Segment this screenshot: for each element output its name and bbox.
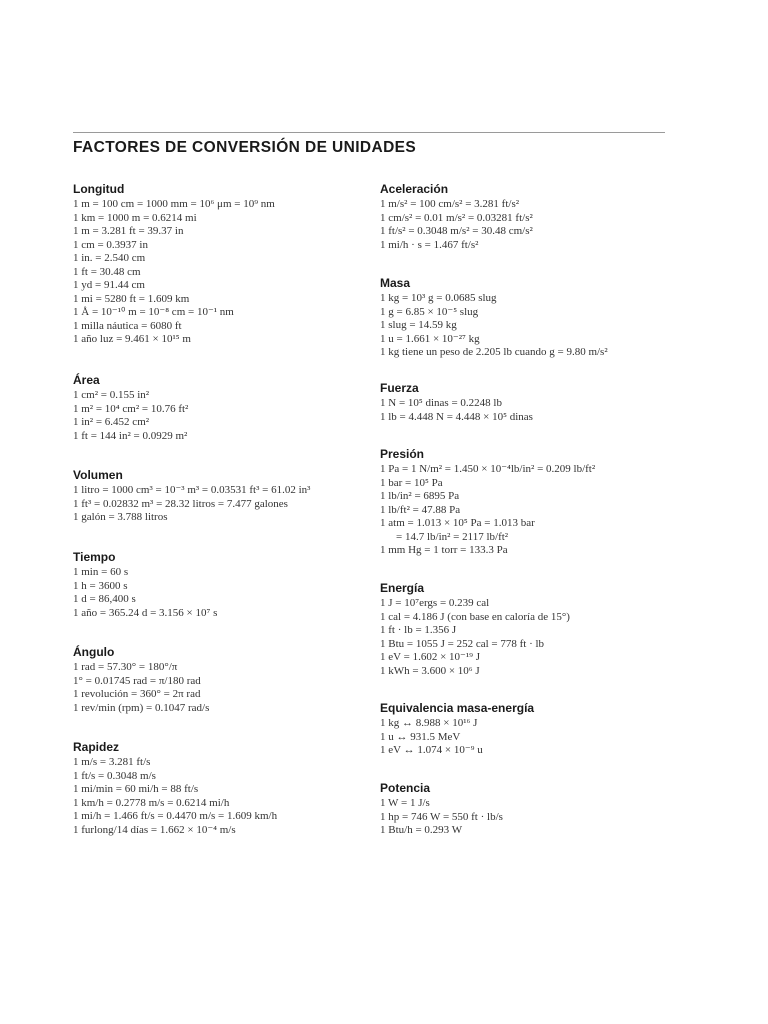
conversion-line: 1 kg = 10³ g = 0.0685 slug xyxy=(380,292,497,304)
conversion-line: 1 milla náutica = 6080 ft xyxy=(73,319,182,332)
conversion-line: 1 Btu/h = 0.293 W xyxy=(380,824,463,836)
conversion-line: 1 m/s = 3.281 ft/s xyxy=(73,756,151,768)
conversion-list xyxy=(73,661,373,715)
conversion-line: 1 yd = 91.44 cm xyxy=(73,279,145,291)
conversion-line: 1 ft = 144 in² = 0.0929 m² xyxy=(73,429,188,442)
section-longitud xyxy=(73,182,373,347)
conversion-line: 1 cm/s² = 0.01 m/s² = 0.03281 ft/s² xyxy=(380,211,533,224)
conversion-line: 1 Pa = 1 N/m² = 1.450 × 10⁻⁴lb/in² = 0.209 lb/ft² xyxy=(380,463,596,475)
conversion-line: 1 kg ↔ 8.988 × 10¹⁶ J xyxy=(380,717,478,729)
section-potencia xyxy=(380,781,680,838)
conversion-line: 1 Å = 10⁻¹⁰ m = 10⁻⁸ cm = 10⁻¹ nm xyxy=(73,306,234,318)
conversion-line: 1 W = 1 J/s xyxy=(380,797,430,809)
conversion-line: 1 eV ↔ 1.074 × 10⁻⁹ u xyxy=(380,744,483,756)
section-heading: Tiempo xyxy=(73,550,116,564)
conversion-line: 1 d = 86,400 s xyxy=(73,593,136,605)
conversion-list xyxy=(380,463,680,558)
conversion-line: 1 in. = 2.540 cm xyxy=(73,252,146,264)
conversion-line: 1 slug = 14.59 kg xyxy=(380,319,457,331)
section-aceleracion xyxy=(380,182,680,252)
conversion-list xyxy=(73,566,373,620)
section-heading: Equivalencia masa-energía xyxy=(380,701,535,715)
conversion-line: 1 km = 1000 m = 0.6214 mi xyxy=(73,211,197,224)
conversion-line: 1 mi = 5280 ft = 1.609 km xyxy=(73,292,190,305)
section-heading: Energía xyxy=(380,581,425,595)
conversion-line: 1 revolución = 360° = 2π rad xyxy=(73,688,201,700)
conversion-line: 1 m² = 10⁴ cm² = 10.76 ft² xyxy=(73,402,189,415)
conversion-list xyxy=(380,597,680,678)
conversion-list xyxy=(73,756,373,837)
conversion-line: 1 N = 10⁵ dinas = 0.2248 lb xyxy=(380,397,502,409)
conversion-line: 1 año luz = 9.461 × 10¹⁵ m xyxy=(73,333,191,345)
header-rule xyxy=(73,132,665,133)
conversion-line: 1 ft = 30.48 cm xyxy=(73,265,141,278)
section-heading: Volumen xyxy=(73,468,123,482)
section-angulo xyxy=(73,645,373,715)
section-energia xyxy=(380,581,680,678)
conversion-line: 1 mm Hg = 1 torr = 133.3 Pa xyxy=(380,544,508,556)
section-heading: Rapidez xyxy=(73,740,120,754)
conversion-line: 1 mi/h = 1.466 ft/s = 0.4470 m/s = 1.609 km/h xyxy=(73,810,278,822)
conversion-line: 1 litro = 1000 cm³ = 10⁻³ m³ = 0.03531 ft³ = 61.02 in³ xyxy=(73,484,311,496)
section-heading: Aceleración xyxy=(380,182,449,196)
conversion-line: 1 lb/ft² = 47.88 Pa xyxy=(380,503,461,516)
conversion-line: 1 g = 6.85 × 10⁻⁵ slug xyxy=(380,305,479,318)
section-masa xyxy=(380,276,680,360)
conversion-line: 1 bar = 10⁵ Pa xyxy=(380,476,443,489)
conversion-line: 1 ft³ = 0.02832 m³ = 28.32 litros = 7.477 galones xyxy=(73,497,288,510)
conversion-list xyxy=(380,292,680,360)
section-heading: Presión xyxy=(380,447,425,461)
section-tiempo xyxy=(73,550,373,620)
section-heading: Área xyxy=(73,373,100,387)
section-volumen xyxy=(73,468,373,525)
conversion-line: 1 ft · lb = 1.356 J xyxy=(380,624,457,636)
conversion-list xyxy=(380,397,680,424)
section-heading: Longitud xyxy=(73,182,125,196)
page-title: FACTORES DE CONVERSIÓN DE UNIDADES xyxy=(73,139,417,156)
conversion-list xyxy=(73,198,373,347)
conversion-line: 1 cm = 0.3937 in xyxy=(73,238,148,251)
conversion-line: 1 eV = 1.602 × 10⁻¹⁹ J xyxy=(380,651,481,663)
conversion-line: 1 kWh = 3.600 × 10⁶ J xyxy=(380,664,480,677)
conversion-line: 1 ft/s = 0.3048 m/s xyxy=(73,769,156,782)
conversion-line: 1 h = 3600 s xyxy=(73,579,128,592)
conversion-list xyxy=(73,484,373,525)
conversion-line: 1 kg tiene un peso de 2.205 lb cuando g = 9.80 m/s² xyxy=(380,346,608,358)
section-presion xyxy=(380,447,680,558)
conversion-line: 1 u = 1.661 × 10⁻²⁷ kg xyxy=(380,332,480,345)
conversion-line: 1 atm = 1.013 × 10⁵ Pa = 1.013 bar xyxy=(380,517,535,529)
section-heading: Ángulo xyxy=(73,645,115,659)
section-area xyxy=(73,373,373,443)
conversion-line: = 14.7 lb/in² = 2117 lb/ft² xyxy=(396,530,509,543)
section-heading: Masa xyxy=(380,276,411,290)
conversion-line: 1 in² = 6.452 cm² xyxy=(73,416,150,428)
section-heading: Fuerza xyxy=(380,381,419,395)
conversion-line: 1 m = 100 cm = 1000 mm = 10⁶ μm = 10⁹ nm xyxy=(73,198,275,210)
conversion-line: 1 cal = 4.186 J (con base en caloría de 15°) xyxy=(380,610,570,623)
conversion-list xyxy=(380,797,680,838)
conversion-line: 1 año = 365.24 d = 3.156 × 10⁷ s xyxy=(73,606,218,619)
section-rapidez xyxy=(73,740,373,837)
conversion-line: 1° = 0.01745 rad = π/180 rad xyxy=(73,674,201,687)
conversion-line: 1 ft/s² = 0.3048 m/s² = 30.48 cm/s² xyxy=(380,225,533,237)
conversion-line: 1 rev/min (rpm) = 0.1047 rad/s xyxy=(73,701,210,714)
conversion-list xyxy=(73,389,373,443)
conversion-line: 1 cm² = 0.155 in² xyxy=(73,389,150,401)
conversion-line: 1 mi/h · s = 1.467 ft/s² xyxy=(380,238,479,251)
conversion-line: 1 rad = 57.30° = 180°/π xyxy=(73,661,178,673)
conversion-line: 1 hp = 746 W = 550 ft · lb/s xyxy=(380,810,503,823)
conversion-line: 1 min = 60 s xyxy=(73,566,129,578)
conversion-line: 1 km/h = 0.2778 m/s = 0.6214 mi/h xyxy=(73,796,230,809)
conversion-list xyxy=(380,717,680,758)
conversion-line: 1 mi/min = 60 mi/h = 88 ft/s xyxy=(73,783,199,795)
conversion-list xyxy=(380,198,680,252)
conversion-line: 1 Btu = 1055 J = 252 cal = 778 ft · lb xyxy=(380,637,545,650)
conversion-line: 1 u ↔ 931.5 MeV xyxy=(380,730,461,743)
section-equivalencia-masa-energia xyxy=(380,701,680,758)
section-fuerza xyxy=(380,381,680,424)
conversion-line: 1 m = 3.281 ft = 39.37 in xyxy=(73,225,184,237)
conversion-line: 1 J = 10⁷ergs = 0.239 cal xyxy=(380,597,490,609)
conversion-line: 1 galón = 3.788 litros xyxy=(73,511,168,523)
conversion-line: 1 m/s² = 100 cm/s² = 3.281 ft/s² xyxy=(380,198,520,210)
conversion-line: 1 lb = 4.448 N = 4.448 × 10⁵ dinas xyxy=(380,410,533,423)
section-heading: Potencia xyxy=(380,781,431,795)
conversion-line: 1 lb/in² = 6895 Pa xyxy=(380,490,460,502)
conversion-line: 1 furlong/14 días = 1.662 × 10⁻⁴ m/s xyxy=(73,823,236,836)
